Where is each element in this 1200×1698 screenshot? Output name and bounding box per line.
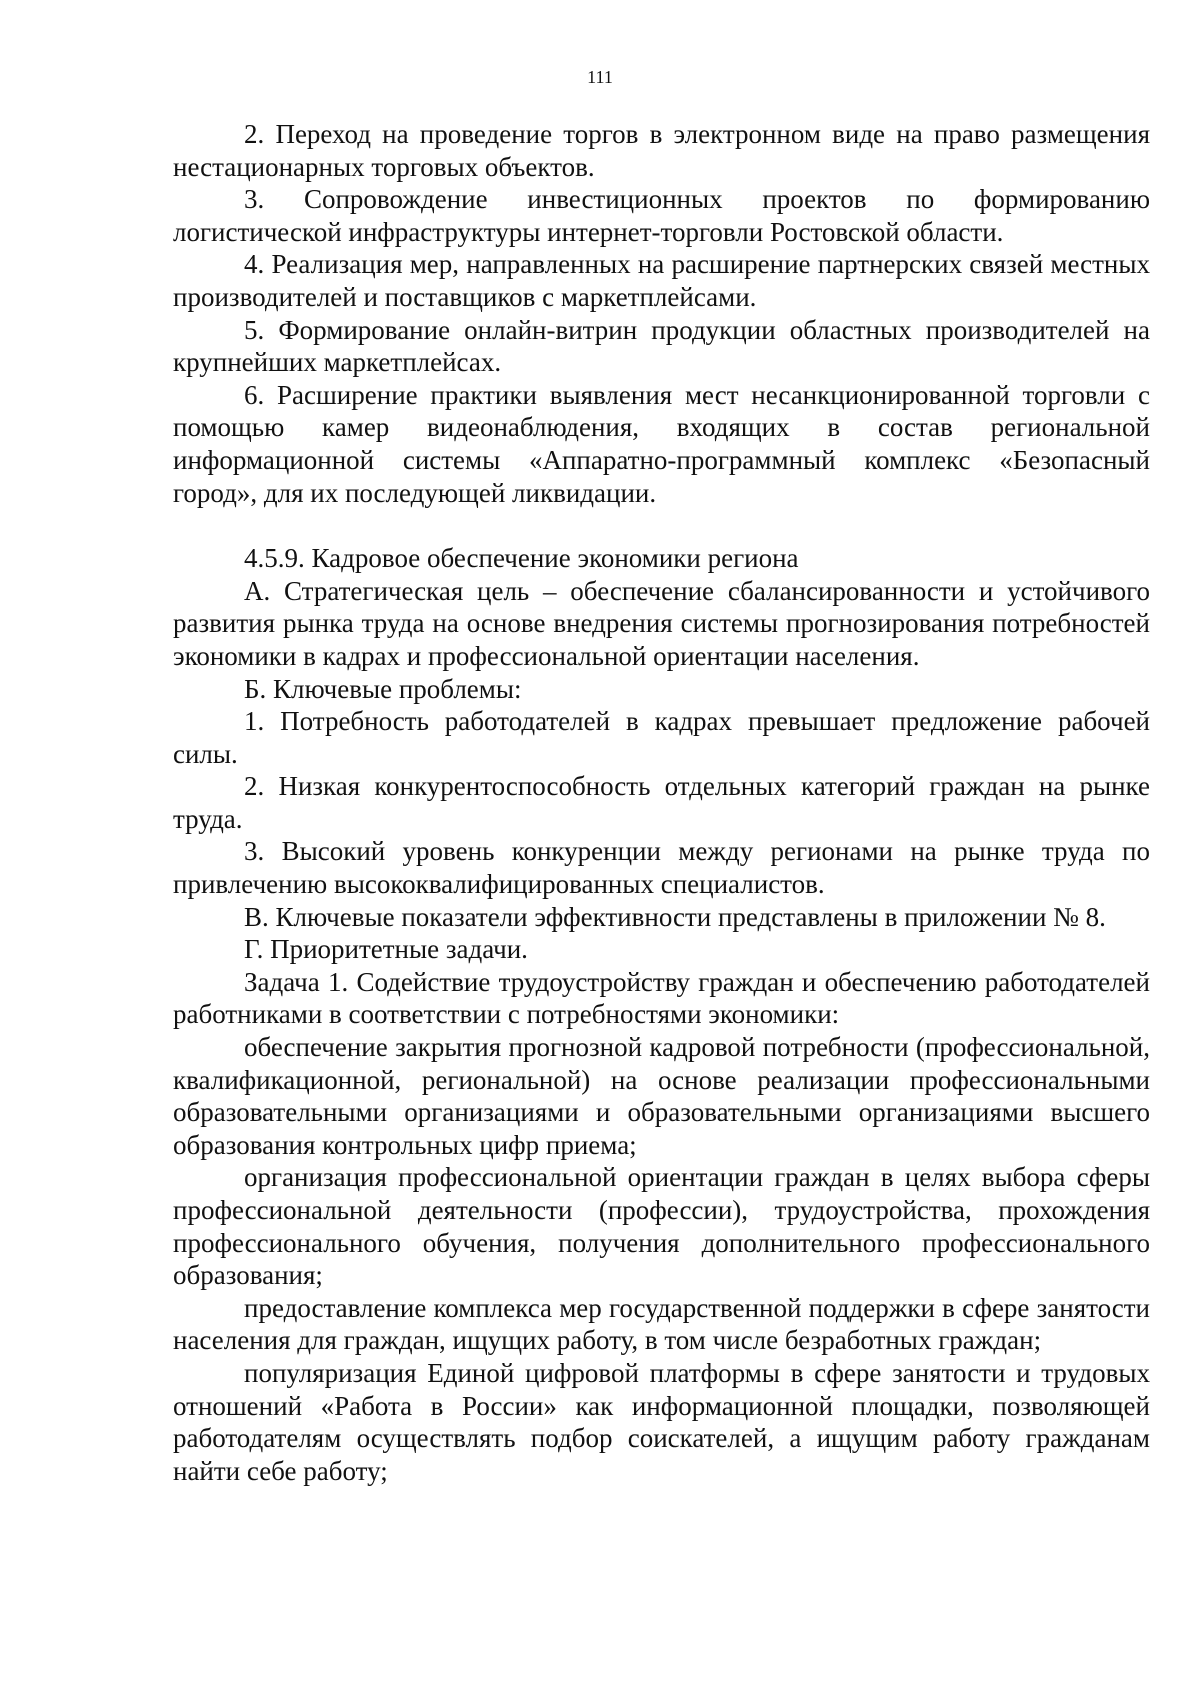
task-1-measure-2: организация профессиональной ориентации граждан в целях выбора сферы профессиональной деятельности (профессии), трудоустройства, прохождения профессионального обучения, получения дополнительного профессионального образования; [173, 1162, 1150, 1291]
paragraph-item-4: 4. Реализация мер, направленных на расширение партнерских связей местных производителей и поставщиков с маркетплейсами. [173, 249, 1150, 312]
paragraph-item-2: 2. Переход на проведение торгов в электронном виде на право размещения нестационарных торговых объектов. [173, 119, 1150, 182]
paragraph-item-5: 5. Формирование онлайн-витрин продукции областных производителей на крупнейших маркетплейсах. [173, 314, 1150, 378]
priority-tasks-heading: Г. Приоритетные задачи. [244, 934, 528, 965]
key-indicators: В. Ключевые показатели эффективности представлены в приложении № 8. [244, 901, 1106, 932]
task-1-measure-4: популяризация Единой цифровой платформы в сфере занятости и трудовых отношений «Работа в России» как информационной площадки, позволяющей работодателям осуществлять подбор соискателей, а ищущим работу гражданам найти себе работу; [173, 1357, 1150, 1486]
problem-item-1: 1. Потребность работодателей в кадрах превышает предложение рабочей силы. [173, 706, 1150, 769]
task-1-measure-1: обеспечение закрытия прогнозной кадровой потребности (профессиональной, квалификационной, региональной) на основе реализации профессиональными образовательными организациями и образовательными организациями высшего образования контрольных цифр приема; [173, 1032, 1150, 1160]
page-number: 111 [587, 67, 613, 87]
task-1: Задача 1. Содействие трудоустройству граждан и обеспечению работодателей работниками в соответствии с потребностями экономики: [173, 966, 1150, 1030]
document-body [173, 118, 1150, 1487]
problem-item-3: 3. Высокий уровень конкуренции между регионами на рынке труда по привлечению высококвалифицированных специалистов. [173, 836, 1150, 900]
strategic-goal: А. Стратегическая цель – обеспечение сбалансированности и устойчивого развития рынка труда на основе внедрения системы прогнозирования потребностей экономики в кадрах и профессиональной ориентации населения. [173, 575, 1150, 671]
paragraph-item-3: 3. Сопровождение инвестиционных проектов по формированию логистической инфраструктуры интернет-торговли Ростовской области. [173, 184, 1150, 247]
paragraph-item-6: 6. Расширение практики выявления мест несанкционированной торговли с помощью камер видеонаблюдения, входящих в состав региональной информационной системы «Аппаратно-программный комплекс «Безопасный город», для их последующей ликвидации. [173, 379, 1150, 508]
problem-item-2: 2. Низкая конкурентоспособность отдельных категорий граждан на рынке труда. [173, 771, 1150, 834]
section-heading: 4.5.9. Кадровое обеспечение экономики региона [244, 543, 799, 574]
key-problems-heading: Б. Ключевые проблемы: [244, 673, 522, 704]
task-1-measure-3: предоставление комплекса мер государственной поддержки в сфере занятости населения для граждан, ищущих работу, в том числе безработных граждан; [173, 1292, 1150, 1356]
